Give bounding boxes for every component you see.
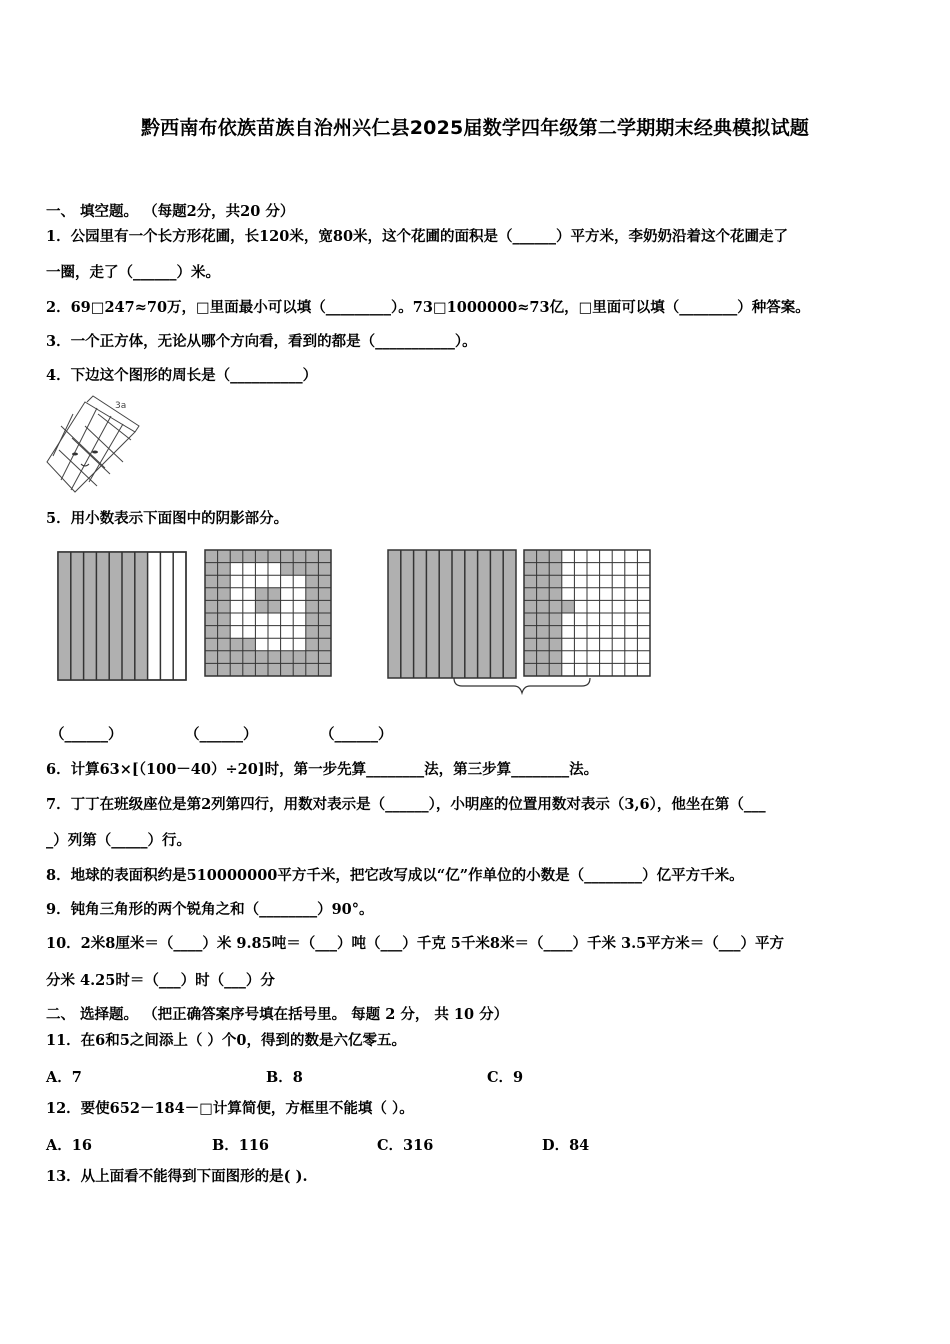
question-1-line-2: 一圈，走了（______）米。 — [46, 264, 220, 281]
question-12: 12．要使652－184－□计算简便，方框里不能填（ ）。 — [46, 1100, 414, 1117]
question-9: 9．钝角三角形的两个锐角之和（________）90°。 — [46, 901, 374, 918]
page-title: 黔西南布依族苗族自治州兴仁县2025届数学四年级第二学期期末经典模拟试题 — [140, 117, 810, 139]
q5-answer-3: （______） — [320, 726, 393, 743]
q12-option-c: C．316 — [377, 1137, 434, 1154]
question-10-line-1: 10．2米8厘米＝（____）米 9.85吨＝（___）吨（___）千克 5千米8米＝（____）千米 3.5平方米＝（___）平方 — [46, 935, 784, 952]
question-7-line-1: 7．丁丁在班级座位是第2列第四行，用数对表示是（______），小明座的位置用数对表示（3,6），他坐在第（___ — [46, 796, 766, 813]
question-8: 8．地球的表面积约是510000000平方千米，把它改写成以“亿”作单位的小数是（________）亿平方千米。 — [46, 867, 744, 884]
question-10-line-2: 分米 4.25时＝（___）时（___）分 — [46, 972, 275, 989]
question-5: 5．用小数表示下面图中的阴影部分。 — [46, 510, 289, 527]
q5-figure-2-grid — [205, 550, 331, 676]
question-13: 13．从上面看不能得到下面图形的是( ). — [46, 1168, 308, 1185]
q12-option-a: A．16 — [46, 1137, 92, 1154]
q5-brace — [452, 678, 592, 694]
q5-answer-1: （______） — [50, 726, 123, 743]
q5-figure-4-grid — [524, 550, 650, 676]
section-1-heading: 一、 填空题。 （每题2分，共20 分） — [46, 203, 295, 220]
q5-figure-1-columns — [58, 552, 186, 680]
question-1-line-1: 1．公园里有一个长方形花圃，长120米，宽80米，这个花圃的面积是（______）平方米，李奶奶沿着这个花圃走了 — [46, 228, 789, 245]
q11-option-a: A．7 — [46, 1069, 82, 1086]
section-2-heading: 二、 选择题。 （把正确答案序号填在括号里。 每题 2 分， 共 10 分） — [46, 1006, 509, 1023]
q11-option-c: C．9 — [487, 1069, 524, 1086]
q4-grid-figure — [45, 396, 140, 496]
question-11: 11．在6和5之间添上（ ）个0，得到的数是六亿零五。 — [46, 1032, 406, 1049]
question-7-line-2: _）列第（_____）行。 — [46, 832, 191, 849]
question-6: 6．计算63×[（100－40）÷20]时，第一步先算________法，第三步算________法。 — [46, 761, 599, 778]
q5-answer-2: （______） — [185, 726, 258, 743]
question-4: 4．下边这个图形的周长是（__________） — [46, 367, 318, 384]
question-2: 2．69□247≈70万，□里面最小可以填（_________）。73□1000000≈73亿，□里面可以填（________）种答案。 — [46, 299, 810, 316]
q11-option-b: B．8 — [266, 1069, 303, 1086]
q5-figure-3-columns — [388, 550, 516, 678]
question-3: 3．一个正方体，无论从哪个方向看，看到的都是（___________）。 — [46, 333, 477, 350]
q12-option-b: B．116 — [212, 1137, 270, 1154]
q12-option-d: D．84 — [542, 1137, 590, 1154]
q4-figure-label: 3a — [115, 401, 127, 411]
